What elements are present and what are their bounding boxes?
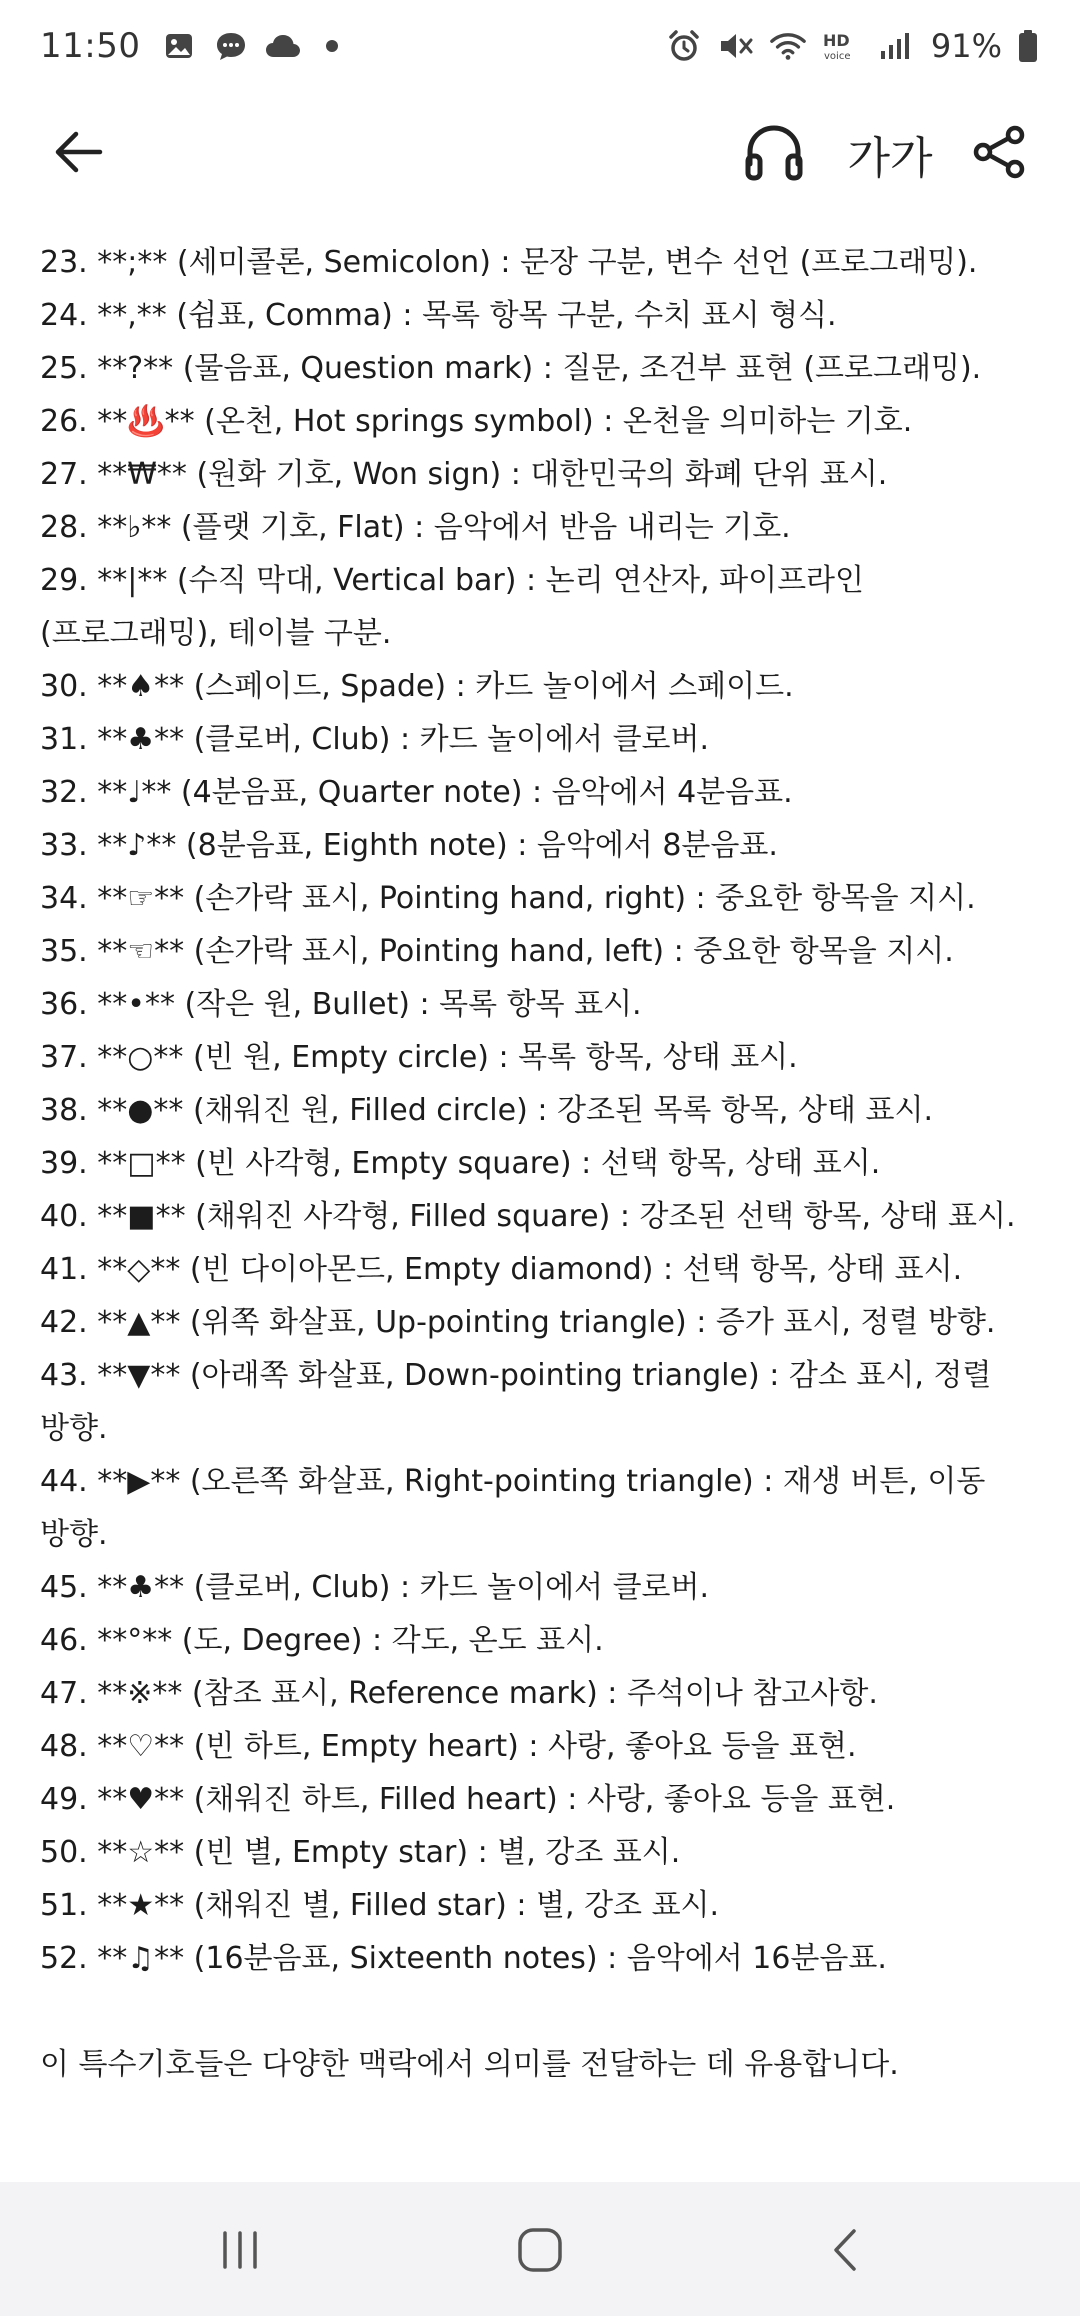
battery-percent: 91% bbox=[930, 27, 1002, 65]
mute-icon bbox=[717, 27, 755, 65]
list-item: 46. **°** (도, Degree) : 각도, 온도 표시. bbox=[40, 1623, 604, 1658]
app-toolbar bbox=[0, 92, 1080, 217]
font-size-button[interactable] bbox=[840, 112, 940, 196]
signal-icon bbox=[875, 27, 913, 65]
list-item: 44. **▶** (오른쪽 화살표, Right-pointing triangle) : 재생 버튼, 이동 방향. bbox=[40, 1464, 986, 1552]
cloud-icon bbox=[264, 27, 302, 65]
headphones-icon bbox=[742, 122, 806, 186]
notification-dot bbox=[326, 40, 338, 52]
list-item: 39. **□** (빈 사각형, Empty square) : 선택 항목, 상태 표시. bbox=[40, 1146, 881, 1181]
list-item: 23. **;** (세미콜론, Semicolon) : 문장 구분, 변수 선언 (프로그래밍). bbox=[40, 245, 978, 280]
wifi-icon bbox=[769, 27, 807, 65]
recent-apps-button[interactable] bbox=[200, 2212, 280, 2292]
listen-button[interactable] bbox=[732, 112, 816, 196]
list-item: 52. **♫** (16분음표, Sixteenth notes) : 음악에서 16분음표. bbox=[40, 1941, 887, 1976]
chat-icon bbox=[212, 27, 250, 65]
list-item: 51. **★** (채워진 별, Filled star) : 별, 강조 표시. bbox=[40, 1888, 720, 1923]
hd-voice-icon bbox=[821, 27, 861, 65]
list-item: 50. **☆** (빈 별, Empty star) : 별, 강조 표시. bbox=[40, 1835, 681, 1870]
back-button[interactable] bbox=[36, 112, 120, 196]
list-item: 43. **▼** (아래쪽 화살표, Down-pointing triangle) : 감소 표시, 정렬 방향. bbox=[40, 1358, 992, 1446]
list-item: 26. **♨️** (온천, Hot springs symbol) : 온천을 의미하는 기호. bbox=[40, 404, 913, 439]
list-item: 37. **○** (빈 원, Empty circle) : 목록 항목, 상태 표시. bbox=[40, 1040, 798, 1075]
font-size-label: 가가 bbox=[847, 133, 933, 184]
list-item: 47. **※** (참조 표시, Reference mark) : 주석이나 참고사항. bbox=[40, 1676, 878, 1711]
list-item: 42. **▲** (위쪽 화살표, Up-pointing triangle) : 증가 표시, 정렬 방향. bbox=[40, 1305, 996, 1340]
list-item: 49. **♥** (채워진 하트, Filled heart) : 사랑, 좋아요 등을 표현. bbox=[40, 1782, 896, 1817]
list-item: 40. **■** (채워진 사각형, Filled square) : 강조된 선택 항목, 상태 표시. bbox=[40, 1199, 1016, 1234]
home-icon bbox=[514, 2224, 566, 2280]
status-bar bbox=[0, 0, 1080, 92]
status-right bbox=[665, 27, 1040, 65]
status-time: 11:50 bbox=[40, 26, 141, 66]
list-item: 34. **☞** (손가락 표시, Pointing hand, right) : 중요한 항목을 지시. bbox=[40, 881, 976, 916]
gallery-icon bbox=[160, 27, 198, 65]
list-item: 38. **●** (채워진 원, Filled circle) : 강조된 목록 항목, 상태 표시. bbox=[40, 1093, 933, 1128]
share-icon bbox=[971, 123, 1029, 185]
list-item: 35. **☜** (손가락 표시, Pointing hand, left) : 중요한 항목을 지시. bbox=[40, 934, 954, 969]
system-back-button[interactable] bbox=[806, 2212, 886, 2292]
list-item: 29. **|** (수직 막대, Vertical bar) : 논리 연산자, 파이프라인 (프로그래밍), 테이블 구분. bbox=[40, 563, 865, 651]
list-item: 48. **♡** (빈 하트, Empty heart) : 사랑, 좋아요 등을 표현. bbox=[40, 1729, 857, 1764]
status-left bbox=[40, 26, 338, 66]
nav-back-icon bbox=[824, 2225, 868, 2279]
list-item: 31. **♣** (클로버, Club) : 카드 놀이에서 클로버. bbox=[40, 722, 710, 757]
article-content bbox=[40, 236, 1050, 2091]
battery-icon bbox=[1016, 27, 1040, 65]
list-item: 32. **♩** (4분음표, Quarter note) : 음악에서 4분음표. bbox=[40, 775, 793, 810]
list-item: 36. **•** (작은 원, Bullet) : 목록 항목 표시. bbox=[40, 987, 642, 1022]
back-arrow-icon bbox=[50, 124, 106, 184]
list-item: 33. **♪** (8분음표, Eighth note) : 음악에서 8분음표. bbox=[40, 828, 778, 863]
closing-paragraph: 이 특수기호들은 다양한 맥락에서 의미를 전달하는 데 유용합니다. bbox=[40, 2047, 899, 2082]
list-item: 28. **♭** (플랫 기호, Flat) : 음악에서 반음 내리는 기호. bbox=[40, 510, 791, 545]
alarm-icon bbox=[665, 27, 703, 65]
system-nav-bar bbox=[0, 2182, 1080, 2316]
list-item: 24. **,** (쉼표, Comma) : 목록 항목 구분, 수치 표시 형식. bbox=[40, 298, 837, 333]
share-button[interactable] bbox=[958, 112, 1042, 196]
list-item: 30. **♠** (스페이드, Spade) : 카드 놀이에서 스페이드. bbox=[40, 669, 794, 704]
list-item: 25. **?** (물음표, Question mark) : 질문, 조건부 표현 (프로그래밍). bbox=[40, 351, 982, 386]
recent-apps-icon bbox=[215, 2225, 265, 2279]
svg-text:voice: voice bbox=[823, 51, 851, 62]
list-item: 45. **♣** (클로버, Club) : 카드 놀이에서 클로버. bbox=[40, 1570, 710, 1605]
list-item: 41. **◇** (빈 다이아몬드, Empty diamond) : 선택 항목, 상태 표시. bbox=[40, 1252, 963, 1287]
svg-text:HD: HD bbox=[822, 31, 850, 50]
list-item: 27. **₩** (원화 기호, Won sign) : 대한민국의 화폐 단위 표시. bbox=[40, 457, 888, 492]
home-button[interactable] bbox=[500, 2212, 580, 2292]
